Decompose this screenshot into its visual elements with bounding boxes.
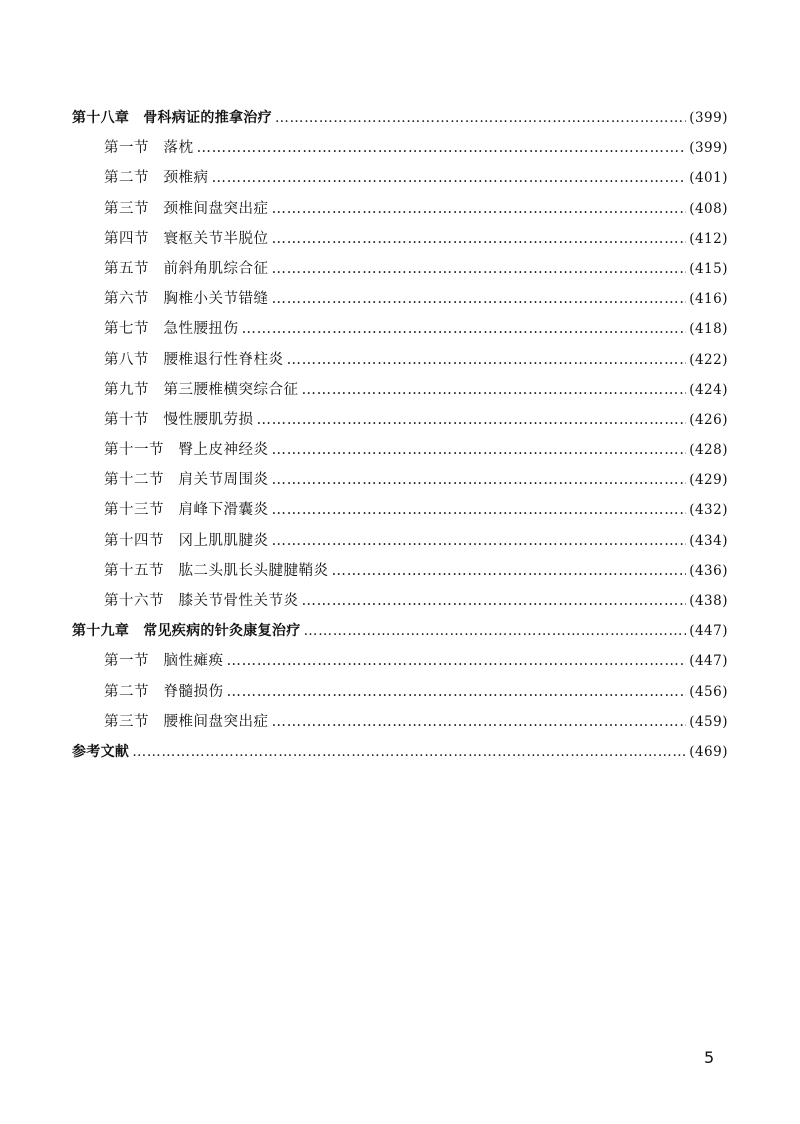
toc-entry-page: (428) bbox=[689, 442, 728, 459]
toc-entry-title: 落枕 bbox=[163, 140, 194, 157]
toc-entry-number: 第五节 bbox=[104, 260, 149, 277]
toc-chapter-row[interactable] bbox=[72, 616, 728, 646]
toc-entry-number: 第二节 bbox=[104, 170, 149, 187]
toc-section-row[interactable] bbox=[72, 526, 728, 556]
toc-entry-title: 肩峰下滑囊炎 bbox=[178, 502, 269, 519]
toc-entry-number: 第四节 bbox=[104, 230, 149, 247]
toc-dot-leader bbox=[212, 163, 687, 193]
toc-entry-page: (416) bbox=[689, 291, 728, 308]
toc-dot-leader bbox=[272, 224, 687, 254]
toc-section-row[interactable] bbox=[72, 646, 728, 676]
toc-dot-leader bbox=[197, 133, 687, 163]
toc-dot-leader bbox=[287, 345, 687, 375]
toc-entry-number: 第十三节 bbox=[104, 502, 164, 519]
toc-entry-title: 颈椎病 bbox=[163, 170, 209, 187]
toc-entry-page: (399) bbox=[689, 140, 728, 157]
toc-entry-title: 肩关节周围炎 bbox=[178, 472, 269, 489]
toc-entry-number: 第一节 bbox=[104, 140, 149, 157]
toc-entry-title: 肱二头肌长头腱腱鞘炎 bbox=[178, 562, 329, 579]
toc-entry-number: 第一节 bbox=[104, 653, 149, 670]
toc-entry-page: (426) bbox=[689, 411, 728, 428]
toc-section-row[interactable] bbox=[72, 375, 728, 405]
toc-dot-leader bbox=[227, 646, 687, 676]
toc-dot-leader bbox=[272, 254, 687, 284]
toc-dot-leader bbox=[272, 526, 687, 556]
toc-entry-number: 第十六节 bbox=[104, 593, 164, 609]
toc-entry-title: 颈椎间盘突出症 bbox=[163, 200, 269, 217]
toc-dot-leader bbox=[272, 495, 687, 525]
toc-entry-page: (429) bbox=[689, 472, 728, 489]
toc-entry-page: (408) bbox=[689, 200, 728, 217]
toc-section-row[interactable] bbox=[72, 495, 728, 525]
toc-section-row[interactable] bbox=[72, 314, 728, 344]
toc-entry-title: 寰枢关节半脱位 bbox=[163, 230, 269, 247]
toc-entry-page: (412) bbox=[689, 230, 728, 247]
toc-entry-page: (436) bbox=[689, 562, 728, 579]
table-of-contents bbox=[72, 103, 728, 767]
toc-entry-title: 臀上皮神经炎 bbox=[178, 442, 269, 459]
toc-entry-title: 脊髓损伤 bbox=[163, 683, 224, 700]
toc-section-row[interactable] bbox=[72, 405, 728, 435]
toc-dot-leader bbox=[302, 375, 687, 405]
toc-dot-leader bbox=[272, 435, 687, 465]
toc-section-row[interactable] bbox=[72, 224, 728, 254]
toc-section-row[interactable] bbox=[72, 556, 728, 586]
toc-entry-title: 胸椎小关节错缝 bbox=[163, 291, 269, 308]
toc-section-row[interactable] bbox=[72, 586, 728, 616]
toc-section-row[interactable] bbox=[72, 254, 728, 284]
toc-dot-leader bbox=[304, 616, 687, 646]
toc-section-row[interactable] bbox=[72, 465, 728, 495]
toc-dot-leader bbox=[242, 314, 687, 344]
toc-section-row[interactable] bbox=[72, 284, 728, 314]
toc-entry-number: 第十二节 bbox=[104, 472, 164, 489]
toc-entry-number: 第七节 bbox=[104, 321, 149, 338]
toc-entry-page: (456) bbox=[689, 683, 728, 700]
toc-entry-page: (447) bbox=[689, 623, 728, 640]
toc-entry-page: (459) bbox=[689, 713, 728, 730]
toc-entry-title: 腰椎间盘突出症 bbox=[163, 713, 269, 730]
toc-entry-number: 第二节 bbox=[104, 683, 149, 700]
toc-section-row[interactable] bbox=[72, 707, 728, 737]
toc-chapter-row[interactable] bbox=[72, 103, 728, 133]
toc-entry-title: 膝关节骨性关节炎 bbox=[178, 593, 299, 609]
toc-entry-number: 第十节 bbox=[104, 411, 149, 428]
toc-entry-number: 第六节 bbox=[104, 291, 149, 308]
toc-section-row[interactable] bbox=[72, 194, 728, 224]
toc-dot-leader bbox=[272, 707, 687, 737]
toc-entry-number: 第十一节 bbox=[104, 442, 164, 459]
toc-section-row[interactable] bbox=[72, 345, 728, 375]
toc-entry-number: 第三节 bbox=[104, 200, 149, 217]
toc-section-row[interactable] bbox=[72, 435, 728, 465]
toc-entry-number: 第八节 bbox=[104, 351, 149, 368]
toc-entry-page: (401) bbox=[689, 170, 728, 187]
toc-entry-page: (469) bbox=[689, 743, 728, 760]
toc-dot-leader bbox=[227, 677, 687, 707]
toc-entry-title: 脑性瘫痪 bbox=[163, 653, 224, 670]
toc-entry-title: 参考文献 bbox=[72, 743, 130, 760]
toc-entry-page: (422) bbox=[689, 351, 728, 368]
toc-dot-leader bbox=[257, 405, 687, 435]
toc-entry-title: 骨科病证的推拿治疗 bbox=[143, 110, 272, 126]
toc-dot-leader bbox=[272, 194, 687, 224]
toc-dot-leader bbox=[272, 284, 687, 314]
toc-entry-page: (438) bbox=[689, 593, 728, 609]
toc-entry-title: 常见疾病的针灸康复治疗 bbox=[143, 623, 301, 640]
toc-entry-page: (432) bbox=[689, 502, 728, 519]
toc-dot-leader bbox=[132, 737, 686, 767]
toc-entry-title: 慢性腰肌劳损 bbox=[163, 411, 254, 428]
toc-dot-leader bbox=[302, 586, 687, 616]
toc-section-row[interactable] bbox=[72, 677, 728, 707]
toc-section-row[interactable] bbox=[72, 133, 728, 163]
toc-section-row[interactable] bbox=[72, 163, 728, 193]
toc-entry-page: (418) bbox=[689, 321, 728, 338]
toc-dot-leader bbox=[332, 556, 687, 586]
toc-entry-page: (434) bbox=[689, 532, 728, 549]
toc-entry-number: 第三节 bbox=[104, 713, 149, 730]
toc-entry-number: 第九节 bbox=[104, 381, 149, 398]
toc-entry-page: (399) bbox=[689, 110, 728, 126]
toc-chapter-row[interactable] bbox=[72, 737, 728, 767]
page-number: 5 bbox=[704, 1048, 715, 1067]
toc-entry-page: (415) bbox=[689, 260, 728, 277]
toc-entry-page: (447) bbox=[689, 653, 728, 670]
toc-entry-number: 第十九章 bbox=[72, 623, 130, 640]
toc-entry-title: 冈上肌肌腱炎 bbox=[178, 532, 269, 549]
toc-entry-number: 第十五节 bbox=[104, 562, 164, 579]
toc-entry-title: 腰椎退行性脊柱炎 bbox=[163, 351, 284, 368]
toc-dot-leader bbox=[275, 103, 686, 133]
toc-entry-title: 前斜角肌综合征 bbox=[163, 260, 269, 277]
toc-entry-title: 急性腰扭伤 bbox=[163, 321, 239, 338]
toc-entry-number: 第十四节 bbox=[104, 532, 164, 549]
toc-entry-title: 第三腰椎横突综合征 bbox=[163, 381, 299, 398]
toc-entry-number: 第十八章 bbox=[72, 110, 130, 126]
toc-dot-leader bbox=[272, 465, 687, 495]
toc-entry-page: (424) bbox=[689, 381, 728, 398]
